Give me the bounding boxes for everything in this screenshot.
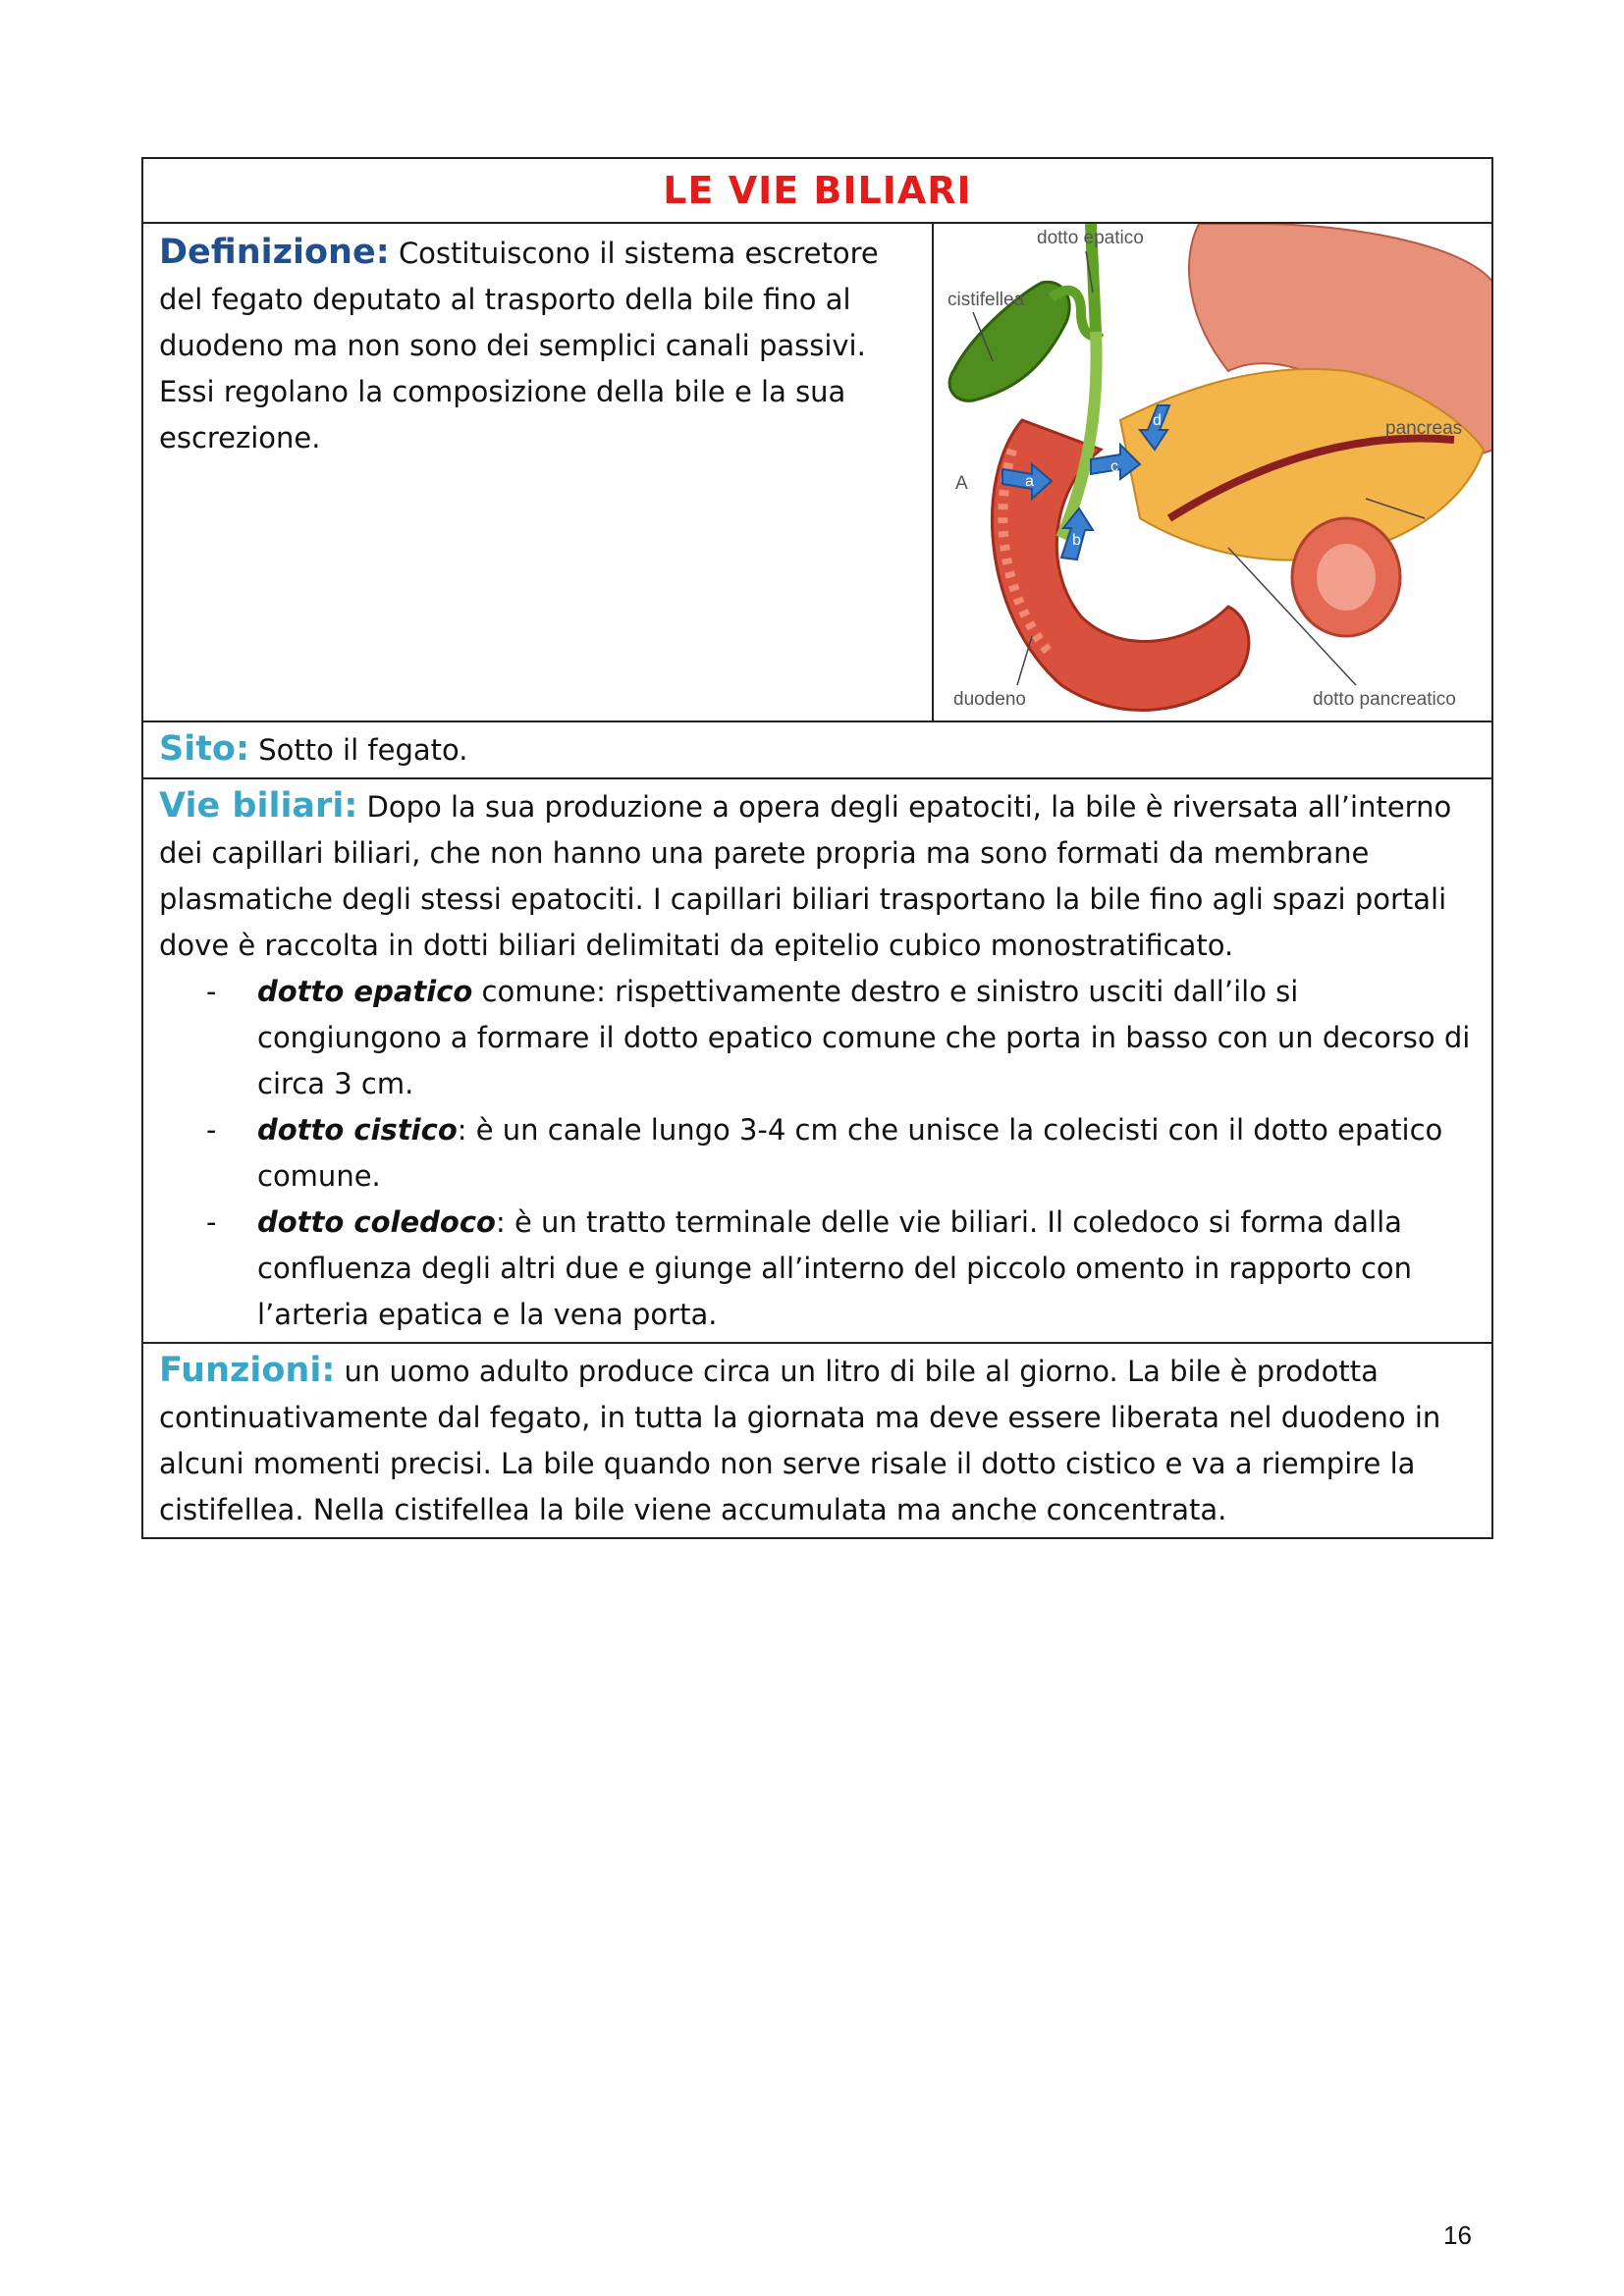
list-item	[206, 1107, 1476, 1200]
ducts-list	[159, 969, 1476, 1338]
term-dotto-cistico: dotto cistico	[257, 1113, 458, 1147]
funzioni-heading: Funzioni:	[159, 1351, 336, 1390]
list-item	[206, 969, 1476, 1107]
funzioni-text: un uomo adulto produce circa un litro di bile al giorno. La bile è prodotta continuativamente dal fegato, in tutta la giornata ma deve essere liberata nel duodeno in alcuni momenti precisi. La bile quando non serve risale il dotto cistico e va a riempire la cistifellea. Nella cistifellea la bile viene accumulata ma anche concentrata.	[159, 1355, 1441, 1526]
common-bile-duct-shape	[1061, 332, 1097, 538]
desc-dotto-cistico: : è un canale lungo 3-4 cm che unisce la colecisti con il dotto epatico comune.	[257, 1113, 1443, 1193]
page-title: LE VIE BILIARI	[663, 169, 972, 212]
vie-biliari-heading: Vie biliari:	[159, 786, 358, 826]
list-item	[206, 1200, 1476, 1338]
label-duodeno: duodeno	[953, 689, 1026, 710]
content-table	[141, 157, 1493, 1539]
list-dash: -	[206, 1113, 217, 1147]
desc-dotto-epatico: comune: rispettivamente destro e sinistro usciti dall’ilo si congiungono a formare il dotto epatico comune che porta in basso con un decorso di circa 3 cm.	[257, 975, 1471, 1100]
title-row	[143, 159, 1491, 222]
label-dotto-epatico: dotto epatico	[1037, 228, 1144, 248]
term-dotto-epatico: dotto epatico	[257, 975, 473, 1008]
arrow-c-label: c	[1110, 458, 1118, 475]
vie-biliari-row	[143, 777, 1491, 1342]
label-pancreas: pancreas	[1385, 418, 1463, 439]
term-dotto-coledoco: dotto coledoco	[257, 1205, 496, 1239]
sito-row	[143, 721, 1491, 777]
definizione-heading: Definizione:	[159, 233, 390, 272]
definizione-cell	[143, 224, 934, 721]
funzioni-row	[143, 1342, 1491, 1537]
arrow-d-label: d	[1153, 412, 1162, 429]
definizione-row	[143, 222, 1491, 721]
sito-text: Sotto il fegato.	[258, 733, 468, 767]
sito-heading: Sito:	[159, 729, 249, 769]
vie-biliari-intro: Dopo la sua produzione a opera degli epatociti, la bile è riversata all’interno dei capillari biliari, che non hanno una parete propria ma sono formati da membrane plasmatiche degli stessi epatociti. I capillari biliari trasportano la bile fino agli spazi portali dove è raccolta in dotti biliari delimitati da epitelio cubico monostratificato.	[159, 790, 1452, 962]
biliary-anatomy-illustration	[934, 224, 1491, 721]
list-dash: -	[206, 1205, 217, 1239]
label-dotto-pancreatico: dotto pancreatico	[1313, 689, 1456, 710]
label-panel-a: A	[955, 473, 968, 494]
page-number: 16	[1443, 2220, 1472, 2250]
arrow-a-label: a	[1025, 473, 1034, 490]
desc-dotto-coledoco: : è un tratto terminale delle vie biliari. Il coledoco si forma dalla confluenza degli altri due e giunge all’interno del piccolo omento in rapporto con l’arteria epatica e la vena porta.	[257, 1205, 1413, 1331]
label-cistifellea: cistifellea	[947, 290, 1025, 310]
intestine-lumen-shape	[1317, 544, 1376, 611]
list-dash: -	[206, 975, 217, 1008]
definizione-text: Costituiscono il sistema escretore del fegato deputato al trasporto della bile fino al duodeno ma non sono dei semplici canali passivi. Essi regolano la composizione della bile e la sua escrezione.	[159, 237, 879, 454]
arrow-b-label: b	[1072, 532, 1081, 549]
anatomy-figure	[934, 224, 1491, 721]
